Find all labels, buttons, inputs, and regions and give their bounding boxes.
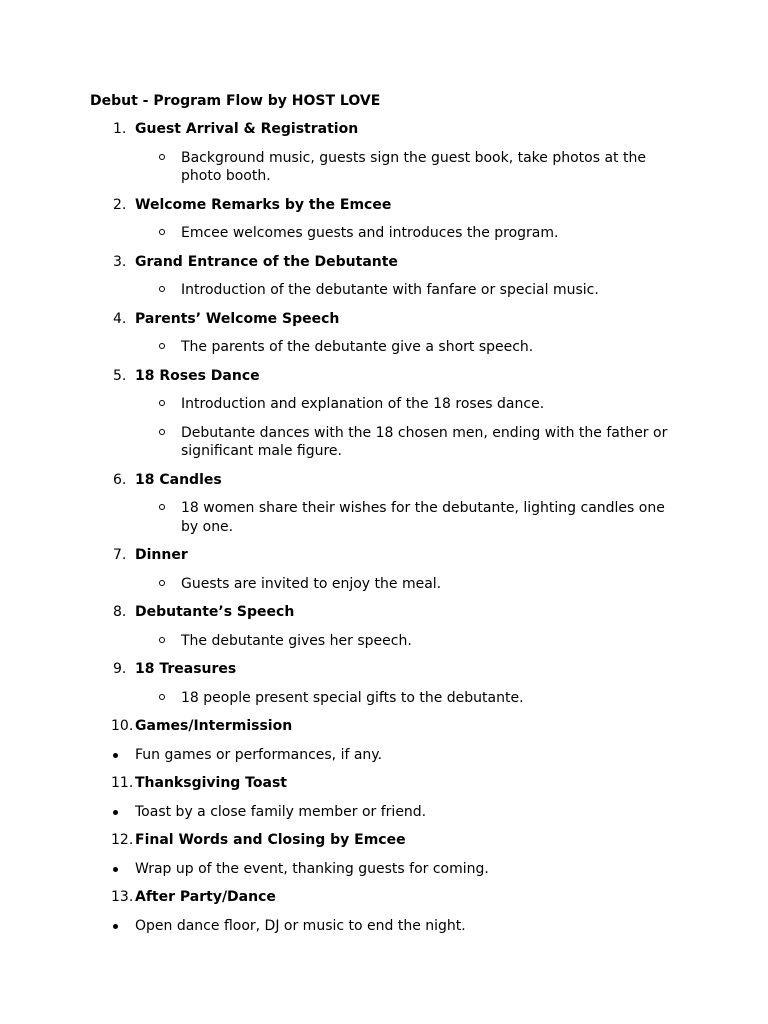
sub-item-text: 18 women share their wishes for the debutante, lighting candles one by one. (181, 500, 665, 535)
program-list (0, 120, 768, 945)
sub-item (0, 860, 768, 889)
bullet-icon (113, 810, 118, 815)
item-number: 2. (113, 196, 127, 213)
item-heading: 18 Candles (135, 471, 222, 488)
circle-bullet-icon (159, 229, 165, 235)
program-item (0, 196, 768, 253)
program-item-heading-row (0, 367, 768, 396)
item-heading: 18 Treasures (135, 661, 237, 677)
item-heading: Grand Entrance of the Debutante (135, 253, 398, 270)
sub-item-text: Toast by a close family member or friend. (135, 803, 427, 820)
sub-item-text: Open dance floor, DJ or music to end the night. (135, 917, 466, 934)
sub-item (0, 424, 768, 471)
item-number: 13. (111, 889, 134, 905)
item-heading: Thanksgiving Toast (135, 775, 287, 791)
program-item (0, 471, 768, 547)
program-item-heading-row (0, 546, 768, 575)
circle-bullet-icon (159, 504, 165, 510)
sub-item-text: Guests are invited to enjoy the meal. (181, 575, 442, 592)
item-heading: Debutante’s Speech (135, 604, 295, 620)
sub-item (0, 632, 768, 661)
item-number: 6. (113, 471, 127, 488)
circle-bullet-icon (159, 400, 165, 406)
sub-item (0, 338, 768, 367)
item-number: 4. (113, 310, 127, 327)
item-number: 9. (113, 661, 127, 677)
program-item (0, 253, 768, 310)
item-heading: Dinner (135, 547, 188, 563)
program-item-heading-row (0, 120, 768, 149)
program-item (0, 774, 768, 831)
bullet-icon (113, 753, 118, 758)
sub-item-text: Fun games or performances, if any. (135, 746, 383, 763)
program-item (0, 888, 768, 945)
program-item-heading-row (0, 774, 768, 803)
sub-item-text: The debutante gives her speech. (181, 632, 412, 649)
program-item (0, 120, 768, 196)
sub-item (0, 575, 768, 604)
circle-bullet-icon (159, 694, 165, 700)
item-number: 10. (111, 718, 134, 734)
sub-item (0, 917, 768, 946)
circle-bullet-icon (159, 429, 165, 435)
circle-bullet-icon (159, 154, 165, 160)
circle-bullet-icon (159, 637, 165, 643)
circle-bullet-icon (159, 286, 165, 292)
sub-item-text: Introduction of the debutante with fanfare or special music. (181, 282, 599, 298)
item-number: 7. (113, 547, 127, 563)
sub-item-text: Wrap up of the event, thanking guests for coming. (135, 860, 489, 877)
item-heading: Games/Intermission (135, 718, 293, 734)
item-number: 8. (113, 604, 127, 620)
sub-item-text: Background music, guests sign the guest book, take photos at the photo booth. (181, 149, 646, 184)
item-number: 5. (113, 367, 127, 384)
program-item-heading-row (0, 603, 768, 632)
program-item (0, 367, 768, 471)
sub-item-text: Debutante dances with the 18 chosen men, ending with the father or significant male figure. (181, 424, 668, 459)
program-item-heading-row (0, 471, 768, 500)
program-item-heading-row (0, 888, 768, 917)
program-item-heading-row (0, 196, 768, 225)
item-heading: 18 Roses Dance (135, 367, 260, 384)
item-heading: Guest Arrival & Registration (135, 121, 359, 137)
sub-item (0, 689, 768, 718)
sub-item-text: The parents of the debutante give a short speech. (181, 339, 534, 355)
program-item (0, 717, 768, 774)
sub-item (0, 395, 768, 424)
program-item (0, 660, 768, 717)
bullet-icon (113, 867, 118, 872)
item-number: 12. (111, 832, 134, 848)
sub-item (0, 499, 768, 546)
item-heading: Final Words and Closing by Emcee (135, 832, 406, 848)
document-title: Debut - Program Flow by HOST LOVE (90, 93, 381, 109)
sub-item-text: Introduction and explanation of the 18 roses dance. (181, 396, 545, 412)
sub-item-text: Emcee welcomes guests and introduces the program. (181, 225, 559, 241)
program-item (0, 310, 768, 367)
item-number: 3. (113, 253, 127, 270)
sub-item (0, 803, 768, 832)
item-number: 1. (113, 121, 127, 137)
sub-item (0, 224, 768, 253)
circle-bullet-icon (159, 580, 165, 586)
program-item-heading-row (0, 253, 768, 282)
item-heading: Welcome Remarks by the Emcee (135, 196, 392, 213)
item-heading: Parents’ Welcome Speech (135, 310, 340, 327)
item-heading: After Party/Dance (135, 889, 276, 905)
program-item-heading-row (0, 717, 768, 746)
program-item-heading-row (0, 660, 768, 689)
sub-item (0, 281, 768, 310)
bullet-icon (113, 924, 118, 929)
sub-item (0, 149, 768, 196)
program-item (0, 546, 768, 603)
circle-bullet-icon (159, 343, 165, 349)
sub-item-text: 18 people present special gifts to the debutante. (181, 689, 524, 706)
program-item-heading-row (0, 831, 768, 860)
item-number: 11. (111, 775, 134, 791)
program-item (0, 831, 768, 888)
sub-item (0, 746, 768, 775)
program-item (0, 603, 768, 660)
program-item-heading-row (0, 310, 768, 339)
